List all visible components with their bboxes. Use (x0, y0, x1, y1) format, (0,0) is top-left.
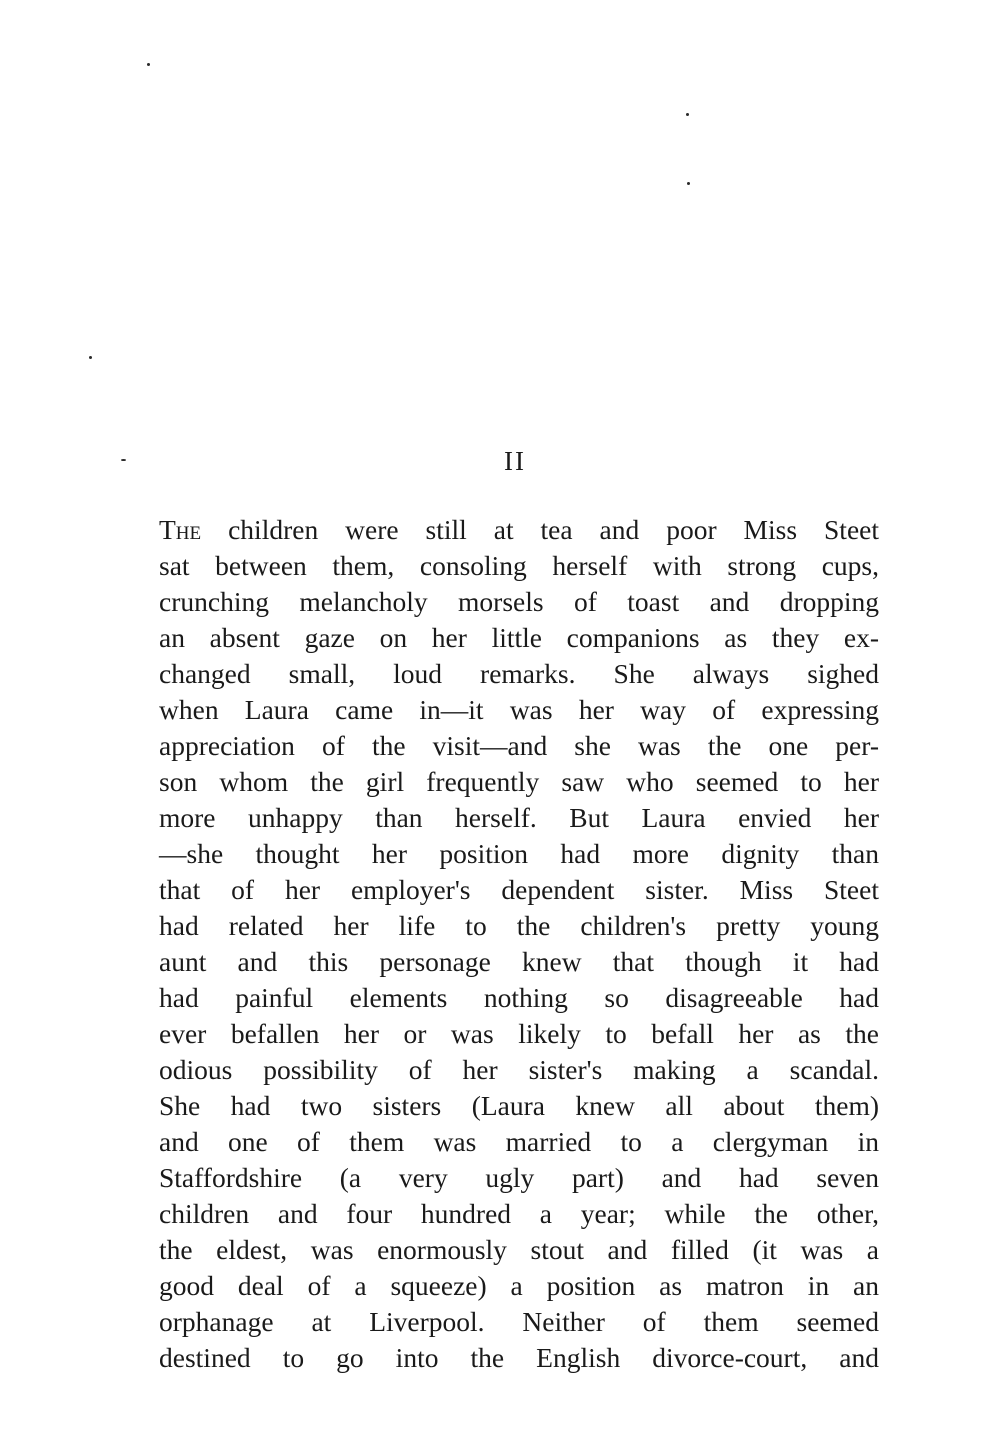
opening-word: The (159, 514, 202, 545)
paragraph-line: good deal of a squeeze) a position as matron in an (159, 1270, 879, 1301)
paragraph-line: odious possibility of her sister's making a scandal. (159, 1054, 879, 1085)
paragraph-line: an absent gaze on her little companions as they ex- (159, 622, 879, 653)
paragraph-line: Staffordshire (a very ugly part) and had seven (159, 1162, 879, 1193)
paragraph-line: the eldest, was enormously stout and filled (it was a (159, 1234, 879, 1265)
paragraph-line: She had two sisters (Laura knew all about them) (159, 1090, 879, 1121)
paragraph-line: had painful elements nothing so disagreeable had (159, 982, 879, 1013)
paragraph-line: children and four hundred a year; while the other, (159, 1198, 879, 1229)
paragraph-line: crunching melancholy morsels of toast and dropping (159, 586, 879, 617)
print-speck (686, 113, 689, 116)
paragraph-line: when Laura came in—it was her way of expressing (159, 694, 879, 725)
print-speck (89, 356, 92, 359)
paragraph-line: The children were still at tea and poor Miss Steet (159, 514, 879, 545)
print-speck (147, 63, 150, 66)
print-speck (687, 182, 690, 185)
paragraph-line: ever befallen her or was likely to befall her as the (159, 1018, 879, 1049)
paragraph-line: and one of them was married to a clergyman in (159, 1126, 879, 1157)
paragraph-line: orphanage at Liverpool. Neither of them seemed (159, 1306, 879, 1337)
paragraph-line: son whom the girl frequently saw who seemed to her (159, 766, 879, 797)
paragraph-line: destined to go into the English divorce-court, and (159, 1342, 879, 1373)
chapter-paragraph (159, 512, 879, 1376)
paragraph-line: aunt and this personage knew that though it had (159, 946, 879, 977)
chapter-number: II (504, 446, 526, 476)
paragraph-line: more unhappy than herself. But Laura envied her (159, 802, 879, 833)
paragraph-line: had related her life to the children's pretty young (159, 910, 879, 941)
paragraph-line: appreciation of the visit—and she was the one per- (159, 730, 879, 761)
paragraph-line: changed small, loud remarks. She always sighed (159, 658, 879, 689)
paragraph-line: sat between them, consoling herself with strong cups, (159, 550, 879, 581)
paragraph-line: that of her employer's dependent sister. Miss Steet (159, 874, 879, 905)
paragraph-line: —she thought her position had more dignity than (159, 838, 879, 869)
